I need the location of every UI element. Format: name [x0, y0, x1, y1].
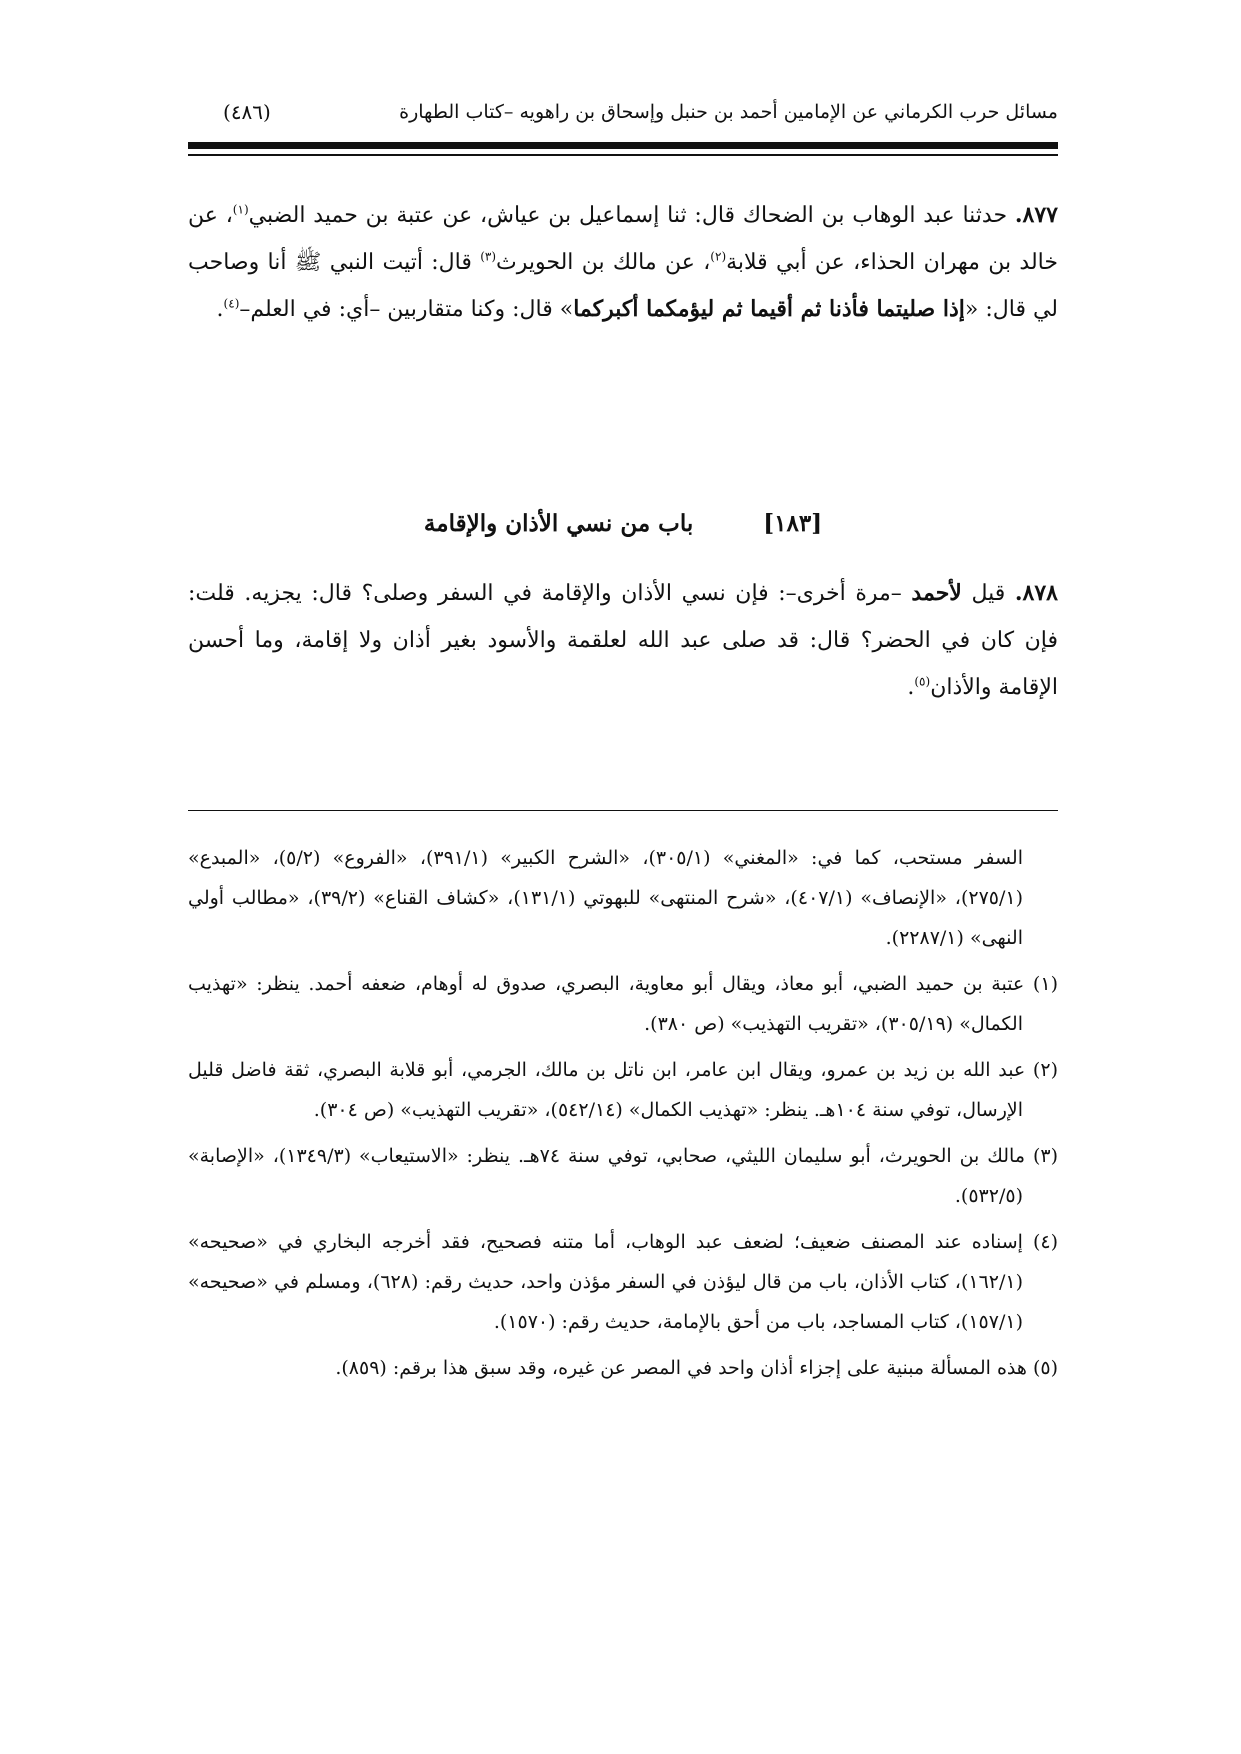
footnote-1: (١) عتبة بن حميد الضبي، أبو معاذ، ويقال أبو معاوية، البصري، صدوق له أوهام، ضعفه أحمد. ينظر: «تهذيب الكمال» (٣٠٥/١٩)، «تقريب التهذيب» (ص ٣٨٠). [188, 973, 1058, 1035]
running-header [188, 90, 1058, 134]
entry-878 [188, 570, 1058, 711]
entry-text: ، عن خالد بن مهران الحذاء، عن أبي قلابة [188, 203, 1058, 275]
entry-text: ، عن مالك بن الحويرث [496, 250, 711, 275]
footnote-ref-5[interactable]: (٥) [914, 674, 931, 689]
footnote-3: (٣) مالك بن الحويرث، أبو سليمان الليثي، صحابي، توفي سنة ٧٤هـ. ينظر: «الاستيعاب» (١٣٤٩/٣)، «الإصابة» (٥٣٢/٥). [188, 1145, 1058, 1207]
entry-text: حدثنا عبد الوهاب بن الضحاك قال: ثنا إسماعيل بن عياش، عن عتبة بن حميد الضبي [248, 203, 1015, 228]
page-number: (٤٨٦) [223, 100, 271, 124]
chapter-title: باب من نسي الأذان والإقامة [423, 509, 694, 537]
entry-number: ٨٧٨. [1014, 580, 1058, 606]
footnote-ref-1[interactable]: (١) [232, 202, 249, 217]
header-rule-thin [188, 154, 1058, 156]
entry-text: » قال: وكنا متقاربين –أي: في العلم– [239, 297, 574, 322]
footnote-continuation: السفر مستحب، كما في: «المغني» (٣٠٥/١)، «الشرح الكبير» (٣٩١/١)، «الفروع» (٥/٢)، «المبدع» (٢٧٥/١)، «الإنصاف» (٤٠٧/١)، «شرح المنتهى» للبهوتي (١٣١/١)، «كشاف القناع» (٣٩/٢)، «مطالب أولي النهى» (٢٢٨٧/١). [188, 847, 1024, 949]
entry-877-paragraph [188, 192, 1058, 333]
entry-text: قيل [961, 581, 1015, 606]
entry-877 [188, 192, 1058, 333]
entry-text: . [216, 297, 224, 322]
footnote-4: (٤) إسناده عند المصنف ضعيف؛ لضعف عبد الوهاب، أما متنه فصحيح، فقد أخرجه البخاري في «صحيحه» (١٦٢/١)، كتاب الأذان، باب من قال ليؤذن في السفر مؤذن واحد، حديث رقم: (٦٢٨)، ومسلم في «صحيحه» (١٥٧/١)، كتاب المساجد، باب من أحق بالإمامة، حديث رقم: (١٥٧٠). [188, 1231, 1058, 1333]
footnote-ref-4[interactable]: (٤) [223, 296, 240, 311]
entry-number: ٨٧٧. [1014, 202, 1058, 228]
footnote-ref-3[interactable]: (٣) [480, 249, 497, 264]
entry-text: –مرة أخرى–: فإن نسي الأذان والإقامة في السفر وصلى؟ قال: يجزيه. قلت: فإن كان في الحضر؟ قال: قد صلى عبد الله لعلقمة والأسود بغير أذان ولا إقامة، وما أحسن الإقامة والأذان [188, 581, 1058, 700]
footnote-2: (٢) عبد الله بن زيد بن عمرو، ويقال ابن عامر، ابن ناتل بن مالك، الجرمي، أبو قلابة البصري، ثقة فاضل قليل الإرسال، توفي سنة ١٠٤هـ. ينظر: «تهذيب الكمال» (٥٤٢/١٤)، «تقريب التهذيب» (ص ٣٠٤). [188, 1059, 1058, 1121]
chapter-number: [١٨٣] [763, 509, 823, 537]
header-title: مسائل حرب الكرماني عن الإمامين أحمد بن حنبل وإسحاق بن راهويه –كتاب الطهارة [399, 101, 1058, 123]
footnote-separator [188, 810, 1058, 811]
entry-878-paragraph [188, 570, 1058, 711]
footnote-5: (٥) هذه المسألة مبنية على إجزاء أذان واحد في المصر عن غيره، وقد سبق هذا برقم: (٨٥٩). [335, 1357, 1058, 1379]
bold-name: لأحمد [911, 580, 962, 606]
header-rule-thick [188, 142, 1058, 149]
entry-text: قال: أتيت النبي ﷺ أنا وصاحب لي قال: « [188, 250, 1058, 322]
hadith-quote: إذا صليتما فأذنا ثم أقيما ثم ليؤمكما أكبركما [573, 296, 965, 322]
footnotes [188, 838, 1058, 1394]
entry-text: . [907, 675, 915, 700]
chapter-heading [188, 498, 1058, 548]
footnote-ref-2[interactable]: (٢) [710, 249, 727, 264]
book-page [188, 70, 1058, 1690]
